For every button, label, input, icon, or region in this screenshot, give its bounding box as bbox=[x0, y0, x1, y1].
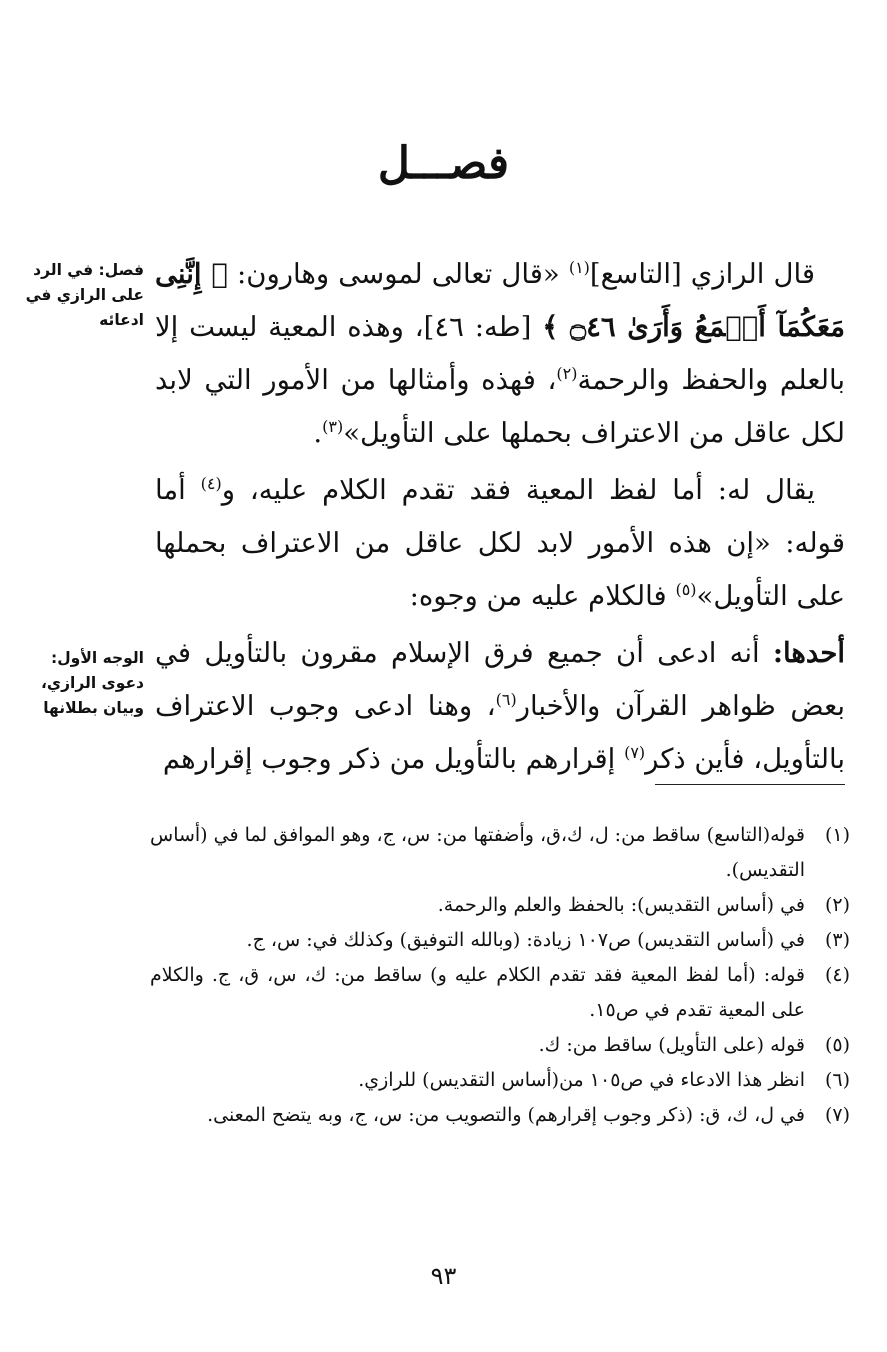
margin-note-label: الوجه الأول: bbox=[51, 649, 144, 667]
footnote-ref-5: (٥) bbox=[675, 579, 697, 599]
text-run: ، وهنا ادعى وجوب الاعتراف بالتأويل، فأين ذكر bbox=[155, 690, 845, 775]
footnote-text: قوله(التاسع) ساقط من: ل، ك،ق، وأضفتها من: س، ج، وهو الموافق لما في (أساس التقديس). bbox=[150, 824, 805, 881]
text-run: فالكلام عليه من وجوه: bbox=[409, 580, 676, 612]
footnote-number: (٧) bbox=[824, 1104, 850, 1126]
margin-note-label: فصل: bbox=[98, 261, 144, 279]
footnote bbox=[150, 818, 850, 888]
footnote bbox=[150, 1063, 850, 1098]
footnote-text: انظر هذا الادعاء في ص١٠٥ من(أساس التقديس) للرازي. bbox=[358, 1069, 805, 1091]
paragraph-response bbox=[155, 464, 845, 623]
paragraph-razi-quote bbox=[155, 248, 845, 460]
main-text bbox=[155, 248, 845, 790]
footnote bbox=[150, 1098, 850, 1133]
margin-note-text: دعوى الرازي، وبيان بطلانها bbox=[41, 674, 144, 717]
lead-word: أحدها: bbox=[772, 637, 845, 669]
text-run: ، فهذه وأمثالها من الأمور التي لابد لكل عاقل من الاعتراف بحملها على التأويل» bbox=[155, 364, 845, 449]
quran-verse: ﴿ إِنَّنِى مَعَكُمَآ أَسۡمَعُ وَأَرَىٰ ۝٤٦ ﴾ bbox=[155, 258, 845, 343]
footnote-ref-2: (٢) bbox=[556, 363, 578, 383]
footnote-text: في (أساس التقديس): بالحفظ والعلم والرحمة. bbox=[437, 894, 805, 916]
footnote-number: (٥) bbox=[824, 1034, 850, 1056]
footnote-text: في ل، ك، ق: (ذكر وجوب إقرارهم) والتصويب من: س، ج، وبه يتضح المعنى. bbox=[207, 1104, 805, 1126]
margin-note-refutation bbox=[24, 258, 144, 333]
footnote-ref-4: (٤) bbox=[200, 473, 222, 493]
footnote-separator bbox=[655, 784, 845, 785]
margin-note-first-aspect bbox=[24, 646, 144, 721]
margin-note-text: في الرد على الرازي في ادعائه bbox=[25, 261, 144, 329]
footnote bbox=[150, 888, 850, 923]
text-run: قال الرازي [التاسع] bbox=[589, 258, 816, 290]
footnote-number: (٢) bbox=[824, 894, 850, 916]
text-run: «قال تعالى لموسى وهارون: bbox=[227, 258, 569, 290]
footnote-text: قوله: (أما لفظ المعية فقد تقدم الكلام عليه و) ساقط من: ك، س، ق، ج. والكلام على المعية تقدم في ص١٥. bbox=[150, 964, 805, 1021]
footnote-number: (٤) bbox=[824, 964, 850, 986]
footnote-number: (١) bbox=[824, 824, 850, 846]
footnote-text: قوله (على التأويل) ساقط من: ك. bbox=[538, 1034, 805, 1056]
text-run: أما قوله: «إن هذه الأمور لابد لكل عاقل من الاعتراف بحملها على التأويل» bbox=[155, 474, 845, 612]
text-run: [طه: ٤٦]، وهذه المعية ليست إلا بالعلم والحفظ والرحمة bbox=[155, 311, 845, 396]
footnote-ref-7: (٧) bbox=[624, 742, 646, 762]
footnote bbox=[150, 1028, 850, 1063]
footnote bbox=[150, 923, 850, 958]
page-number: ٩٣ bbox=[430, 1262, 457, 1290]
text-run: أنه ادعى أن جميع فرق الإسلام مقرون بالتأويل في بعض ظواهر القرآن والأخبار bbox=[155, 637, 845, 722]
text-run: . bbox=[313, 417, 323, 449]
footnote-ref-6: (٦) bbox=[495, 689, 517, 709]
text-run: يقال له: أما لفظ المعية فقد تقدم الكلام عليه، و bbox=[221, 474, 815, 506]
footnote-text: في (أساس التقديس) ص١٠٧ زيادة: (وبالله التوفيق) وكذلك في: س، ج. bbox=[246, 929, 805, 951]
footnote-ref-1: (١) bbox=[568, 257, 590, 277]
paragraph-first-aspect bbox=[155, 627, 845, 786]
footnotes bbox=[150, 818, 850, 1133]
footnote-number: (٦) bbox=[824, 1069, 850, 1091]
footnote bbox=[150, 958, 850, 1028]
text-run: إقرارهم بالتأويل من ذكر وجوب إقرارهم bbox=[162, 743, 625, 775]
section-title: فصـــل bbox=[377, 138, 510, 189]
footnote-number: (٣) bbox=[824, 929, 850, 951]
footnote-ref-3: (٣) bbox=[322, 416, 344, 436]
